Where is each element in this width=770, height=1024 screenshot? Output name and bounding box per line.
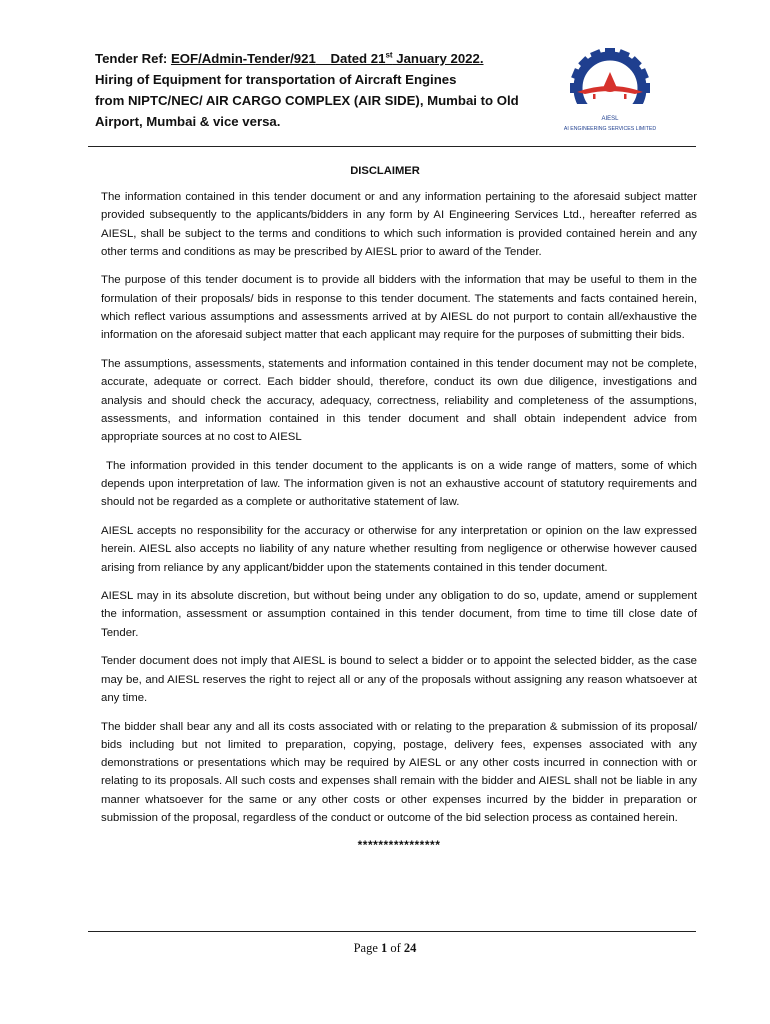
page-footer — [0, 941, 770, 956]
paragraph: The assumptions, assessments, statements and information contained in this tender document may not be complete, accurate, adequate or correct. Each bidder should, therefore, conduct its own due diligence, investigations and analysis and should check the accuracy, adequacy, correctness, reliability and completeness of the assumptions, assessments, and information contained in this tender document and shall obtain independent advice from appropriate sources at no cost to AIESL — [101, 357, 697, 444]
tender-header — [95, 48, 555, 132]
tender-title-line-3: Airport, Mumbai & vice versa. — [95, 114, 281, 129]
tender-date — [316, 51, 484, 66]
disclaimer-heading: DISCLAIMER — [350, 165, 420, 177]
disclaimer-body — [101, 188, 697, 852]
logo-graphic — [555, 42, 665, 142]
date-prefix: Dated 21 — [330, 51, 386, 66]
tender-title-line-1: Hiring of Equipment for transportation of Aircraft Engines — [95, 72, 457, 87]
tender-ref-line — [95, 48, 555, 69]
end-marker: **************** — [357, 837, 441, 852]
date-suffix: st — [385, 50, 393, 60]
of-label: of — [387, 941, 404, 955]
paragraph: Tender document does not imply that AIESL is bound to select a bidder or to appoint the selected bidder, as the case may be, and AIESL reserves the right to reject all or any of the proposals without assigning any reason whatsoever at any time. — [101, 655, 697, 704]
header-divider — [88, 146, 696, 147]
paragraph: AIESL may in its absolute discretion, but without being under any obligation to do so, update, amend or supplement the information, assessment or assumption contained in this tender document, from time to time till close date of Tender. — [101, 590, 697, 639]
logo-text-bottom: AI ENGINEERING SERVICES LIMITED — [563, 126, 657, 132]
aiesl-logo-icon — [555, 42, 665, 142]
airplane-icon — [577, 72, 643, 99]
footer-divider — [88, 931, 696, 932]
page-label: Page — [353, 941, 381, 955]
total-pages: 24 — [403, 941, 417, 955]
tender-ref-label: Tender Ref: — [95, 51, 171, 66]
paragraph: The information provided in this tender document to the applicants is on a wide range of matters, some of which depends upon interpretation of law. The information given is not an exhaustive account of statutory requirements and should not be regarded as a complete or authoritative statement of law. — [101, 459, 697, 509]
tender-title-line-2: from NIPTC/NEC/ AIR CARGO COMPLEX (AIR SIDE), Mumbai to Old — [95, 93, 519, 108]
tender-ref-value: EOF/Admin-Tender/921 — [170, 51, 316, 66]
logo-text-top: AIESL — [601, 116, 619, 122]
paragraph: The bidder shall bear any and all its costs associated with or relating to the preparation & submission of its proposal/ bids including but not limited to preparation, copying, postage, delivery fees, expenses associated with any demonstrations or presentations which may be required by AIESL or any other costs incurred in connection with or relating to its proposals. All such costs and expenses shall remain with the bidder and AIESL shall not be liable in any manner whatsoever for the same or any other costs or other expenses incurred by the bidder in preparation or submission of the proposal, regardless of the conduct or outcome of the bid selection process as contained herein. — [101, 720, 697, 824]
page-number: 1 — [381, 941, 388, 955]
paragraph: The information contained in this tender document or and any information pertaining to the aforesaid subject matter provided subsequently to the applicants/bidders in any form by AI Engineering Services Ltd., hereafter referred as AIESL, shall be subject to the terms and conditions to which such information is provided contained herein and any other terms and conditions as may be prescribed by AIESL prior to award of the Tender. — [101, 191, 697, 258]
paragraph: AIESL accepts no responsibility for the accuracy or otherwise for any interpretation or opinion on the law expressed herein. AIESL also accepts no liability of any nature whether resulting from negligence or otherwise however caused arising from reliance by any applicant/bidder upon the statements contained in this tender document. — [101, 524, 697, 574]
date-rest: January 2022. — [392, 51, 484, 66]
paragraph: The purpose of this tender document is to provide all bidders with the information that may be useful to them in the formulation of their proposals/ bids in response to this tender document. The statements and facts contained herein, which reflect various assumptions and assessments arrived at by AIESL do not purport to contain all/exhaustive the information on the aforesaid subject matter that each applicant may require for the purposes of submitting their bids. — [101, 274, 697, 342]
